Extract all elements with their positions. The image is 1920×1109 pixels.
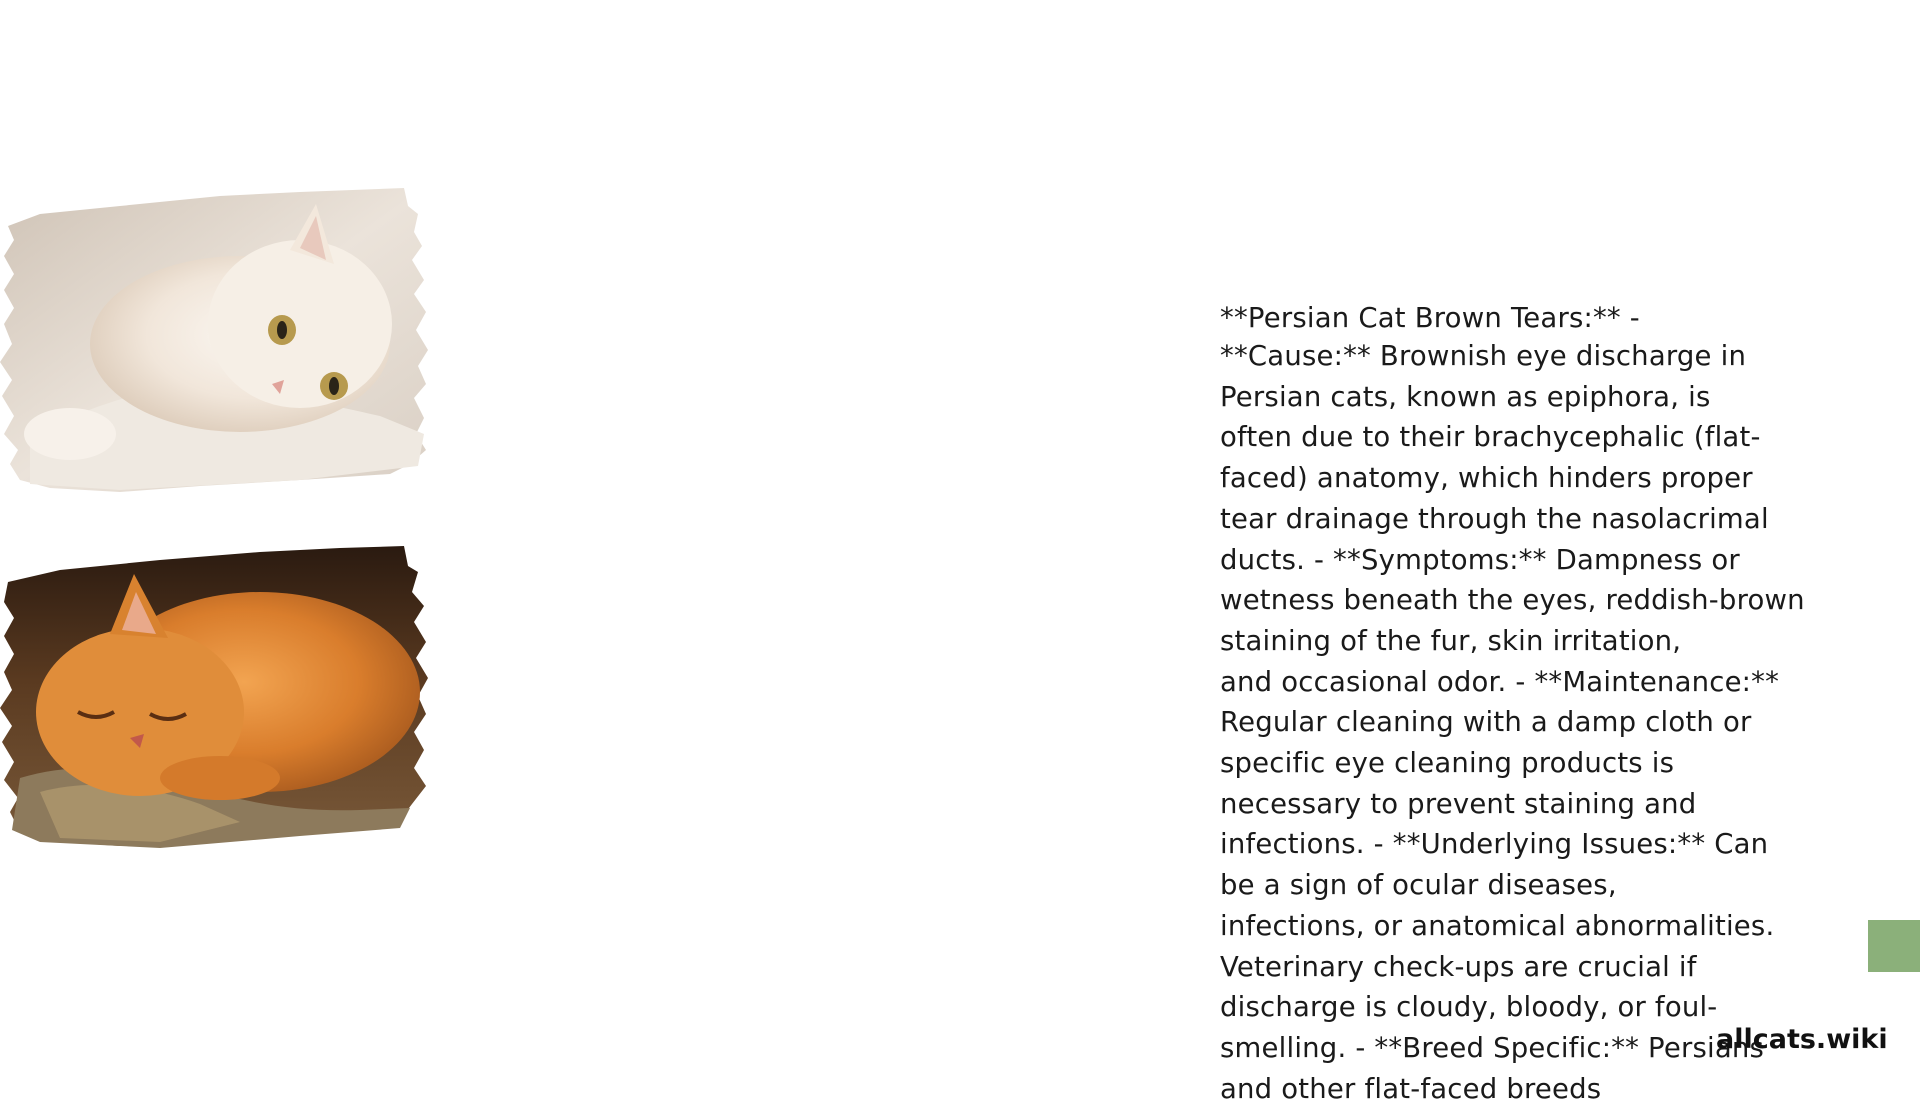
article-line: necessary to prevent staining and — [1220, 787, 1697, 820]
site-watermark: allcats.wiki — [1716, 1024, 1888, 1055]
article-line: faced) anatomy, which hinders proper — [1220, 462, 1753, 495]
article-line: infections, or anatomical abnormalities. — [1220, 909, 1775, 942]
accent-square — [1868, 920, 1920, 972]
article-line: and occasional odor. - **Maintenance:** — [1220, 665, 1780, 698]
orange-persian-cat-image — [0, 542, 432, 862]
white-cat-paw — [24, 408, 116, 460]
article-line: tear drainage through the nasolacrimal — [1220, 502, 1769, 535]
article-line: be a sign of ocular diseases, — [1220, 869, 1617, 902]
orange-cat-photo-svg — [0, 542, 432, 862]
article-line: Regular cleaning with a damp cloth or — [1220, 706, 1752, 739]
article-line: often due to their brachycephalic (flat- — [1220, 421, 1761, 454]
orange-cat-paw — [160, 756, 280, 800]
article-line: smelling. - **Breed Specific:** Persians — [1220, 1031, 1765, 1064]
article-line: ducts. - **Symptoms:** Dampness or — [1220, 543, 1740, 576]
white-cat-head — [208, 240, 392, 408]
article-line: infections. - **Underlying Issues:** Can — [1220, 828, 1769, 861]
article-line: **Cause:** Brownish eye discharge in — [1220, 340, 1747, 372]
article-line: staining of the fur, skin irritation, — [1220, 624, 1682, 657]
article-line: Veterinary check-ups are crucial if — [1220, 950, 1697, 983]
white-persian-cat-image — [0, 184, 432, 504]
white-cat-left-pupil — [277, 321, 287, 339]
article-line: and other flat-faced breeds — [1220, 1072, 1602, 1105]
article-text-block — [1220, 300, 1820, 1109]
article-heading: **Persian Cat Brown Tears:** - — [1220, 302, 1640, 334]
article-line: specific eye cleaning products is — [1220, 747, 1675, 780]
article-line: Persian cats, known as epiphora, is — [1220, 380, 1711, 413]
white-cat-right-pupil — [329, 377, 339, 395]
article-line: discharge is cloudy, bloody, or foul- — [1220, 991, 1718, 1024]
white-cat-photo-svg — [0, 184, 432, 504]
article-line: wetness beneath the eyes, reddish-brown — [1220, 584, 1805, 617]
